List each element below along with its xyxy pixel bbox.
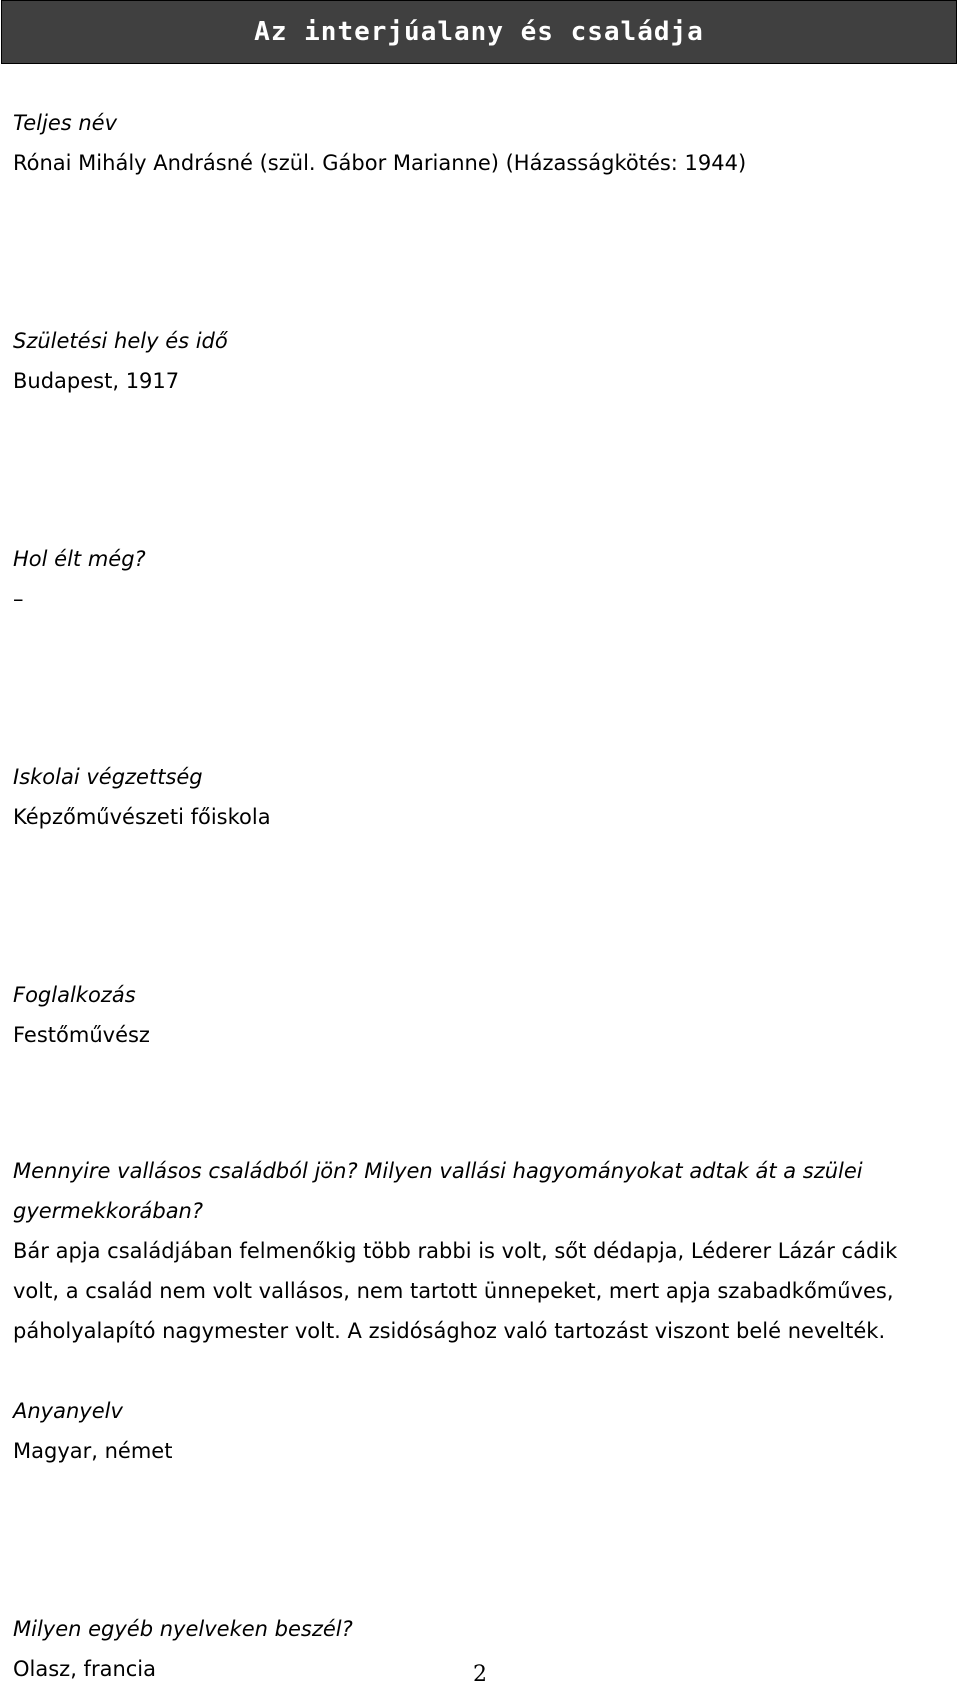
field-education [13,757,948,837]
page-number: 2 [473,1662,487,1687]
question-label: Mennyire vallásos családból jön? Milyen vallási hagyományokat adtak át a szülei gyermekkorában? [13,1159,863,1223]
answer-text: Olasz, francia [13,1657,157,1681]
section-title: Az interjúalany és családja [254,17,704,47]
question-label: Születési hely és idő [13,329,228,353]
question-label: Foglalkozás [13,983,136,1007]
answer-text: Budapest, 1917 [13,369,180,393]
field-religious-background [13,1151,948,1351]
question-label: Hol élt még? [13,547,146,571]
answer-text: Bár apja családjában felmenőkig több rabbi is volt, sőt dédapja, Léderer Lázár cádik volt, a család nem volt vallásos, nem tartott ünnepeket, mert apja szabadkőműves, páholyalapító nagymester volt. A zsidósághoz való tartozást viszont belé nevelték. [13,1239,898,1343]
field-occupation [13,975,948,1055]
answer-text: Rónai Mihály Andrásné (szül. Gábor Marianne) (Házasságkötés: 1944) [13,151,747,175]
interview-content [13,103,948,1689]
field-other-residences [13,539,948,619]
question-label: Teljes név [13,111,118,135]
answer-text: Képzőművészeti főiskola [13,805,271,829]
section-header-bar [1,0,957,64]
field-birth-place-date [13,321,948,401]
answer-text: Magyar, német [13,1439,173,1463]
question-label: Iskolai végzettség [13,765,203,789]
answer-text: – [13,587,24,611]
field-full-name [13,103,948,183]
question-label: Anyanyelv [13,1399,123,1423]
field-mother-tongue [13,1391,948,1471]
answer-text: Festőművész [13,1023,150,1047]
question-label: Milyen egyéb nyelveken beszél? [13,1617,353,1641]
